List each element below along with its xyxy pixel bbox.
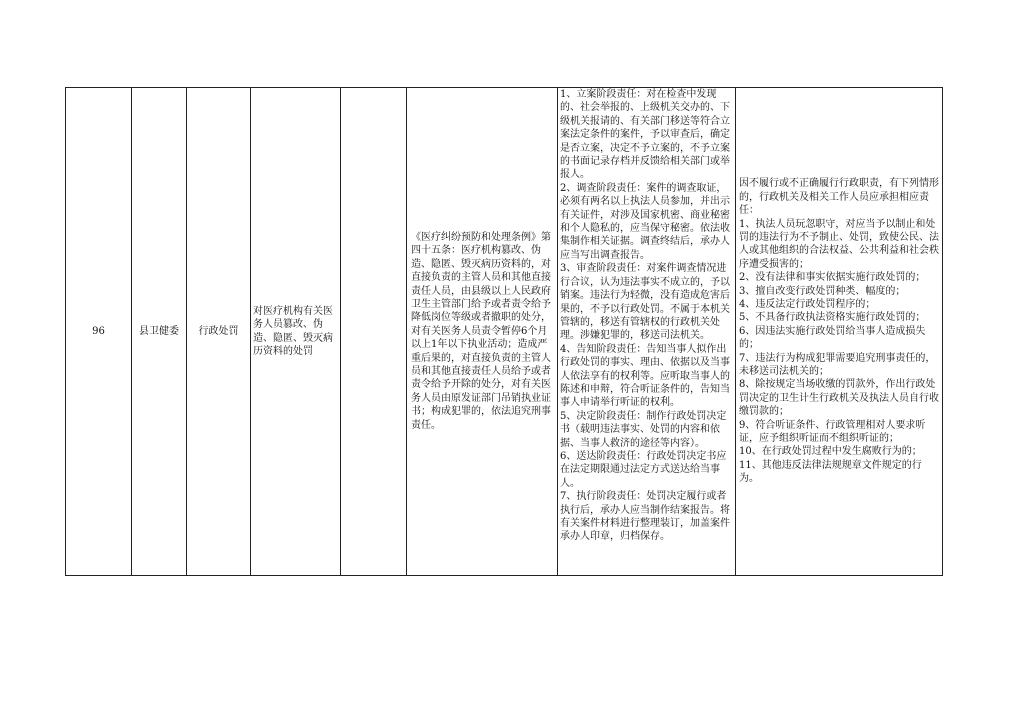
responsibility-item: 6、送达阶段责任：行政处罚决定书应在法定期限通过法定方式送达给当事人。	[560, 450, 727, 489]
liability-item: 3、擅自改变行政处罚种类、幅度的；	[739, 285, 906, 297]
cell-sub-item	[341, 88, 407, 576]
cell-legal-basis: 《医疗纠纷预防和处理条例》第四十五条：医疗机构篡改、伪造、隐匿、毁灭病历资料的，对直接负责的主管人员和其他直接责任人员，由县级以上人民政府卫生主管部门给予或者责令给予降低岗位等级或者撤职的处分，对有关医务人员责令暂停6个月以上1年以下执业活动；造成严重后果的，对直接负责的主管人员和其他直接责任人员给予或者责令给予开除的处分，对有关医务人员由原发证部门吊销执业证书；构成犯罪的，依法追究刑事责任。	[407, 88, 558, 576]
cell-responsibilities	[558, 88, 736, 576]
liability-item: 5、不具备行政执法资格实施行政处罚的；	[739, 312, 926, 324]
liability-item: 10、在行政处罚过程中发生腐败行为的；	[739, 446, 922, 458]
responsibility-item: 3、审查阶段责任：对案件调查情况进行合议，认为违法事实不成立的，予以销案。违法行为轻微，没有造成危害后果的，不予以行政处罚。不属于本机关管辖的，移送有管辖权的行政机关处理。涉嫌犯罪的，移送司法机关。	[560, 263, 730, 342]
responsibility-item: 5、决定阶段责任：制作行政处罚决定书（载明违法事实、处罚的内容和依据、当事人救济的途径等内容）。	[560, 410, 727, 449]
liability-item: 6、因违法实施行政处罚给当事人造成损失的；	[739, 325, 926, 351]
liability-item: 7、违法行为构成犯罪需要追究刑事责任的，未移送司法机关的；	[739, 352, 936, 378]
responsibility-item: 4、告知阶段责任：告知当事人拟作出行政处罚的事实、理由、依据以及当事人依法享有的权利等。应听取当事人的陈述和申辩，符合听证条件的，告知当事人申请举行听证的权利。	[560, 343, 730, 409]
liability-item: 8、除按规定当场收缴的罚款外，作出行政处罚决定的卫生计生行政机关及执法人员自行收缴罚款的；	[739, 379, 939, 418]
power-list-table	[65, 87, 943, 576]
liability-intro: 因不履行或不正确履行行政职责，有下列情形的，行政机关及相关工作人员应承担相应责任：	[739, 178, 939, 217]
liability-item: 11、其他违反法律法规规章文件规定的行为。	[739, 459, 922, 485]
liability-item: 2、没有法律和事实依据实施行政处罚的；	[739, 272, 926, 284]
responsibility-item: 1、立案阶段责任：对在检查中发现的、社会举报的、上级机关交办的、下级机关报请的、有关部门移送等符合立案法定条件的案件，予以审查后，确定是否立案，决定不予立案的，不予立案的书面记录存档并反馈给相关部门或举报人。	[560, 89, 730, 181]
cell-power-type: 行政处罚	[187, 88, 251, 576]
cell-item-name: 对医疗机构有关医务人员篡改、伪造、隐匿、毁灭病历资料的处罚	[251, 88, 341, 576]
liability-item: 4、违反法定行政处罚程序的；	[739, 298, 876, 310]
document-page	[65, 87, 943, 576]
cell-liability	[736, 88, 943, 576]
cell-no: 96	[66, 88, 132, 576]
liability-item: 9、符合听证条件、行政管理相对人要求听证，应予组织听证而不组织听证的；	[739, 419, 926, 445]
cell-department: 县卫健委	[132, 88, 187, 576]
responsibility-item: 7、执行阶段责任：处罚决定履行或者执行后，承办人应当制作结案报告。将有关案件材料进行整理装订，加盖案件承办人印章，归档保存。	[560, 491, 730, 543]
liability-item: 1、执法人员玩忽职守，对应当予以制止和处罚的违法行为不予制止、处罚，致使公民、法人或其他组织的合法权益、公共利益和社会秩序遭受损害的；	[739, 218, 939, 270]
table-row	[66, 88, 943, 576]
responsibility-item: 2、调查阶段责任：案件的调查取证，必须有两名以上执法人员参加，并出示有关证件，对涉及国家机密、商业秘密和个人隐私的，应当保守秘密。依法收集制作相关证据。调查终结后，承办人应当写出调查报告。	[560, 182, 730, 261]
